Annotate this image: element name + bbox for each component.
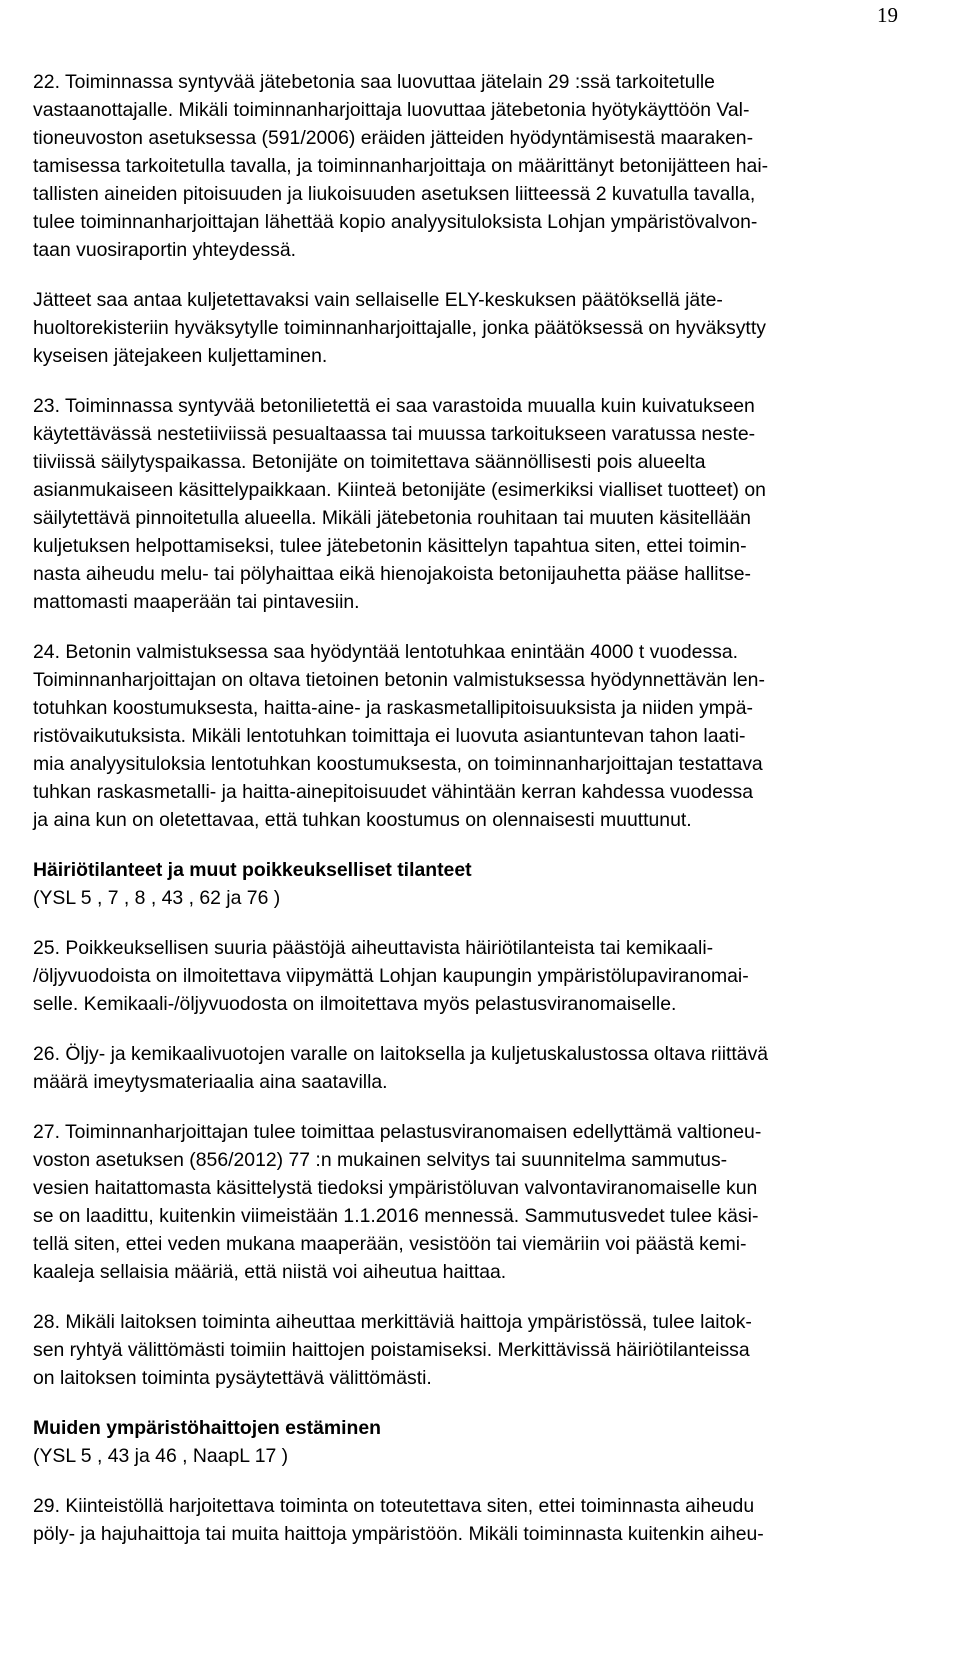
text-line: mattomasti maaperään tai pintavesiin.: [33, 591, 360, 613]
text-line: 24. Betonin valmistuksessa saa hyödyntää lentotuhkaa enintään 4000 t vuodessa.: [33, 641, 739, 663]
text-line: tulee toiminnanharjoittajan lähettää kopio analyysituloksista Lohjan ympäristövalvon-: [33, 211, 758, 233]
paragraph-p25: [33, 934, 913, 1018]
text-line: huoltorekisteriin hyväksytylle toiminnanharjoittajalle, jonka päätöksessä on hyväksytty: [33, 317, 766, 339]
text-line: 26. Öljy- ja kemikaalivuotojen varalle on laitoksella ja kuljetuskalustossa oltava riittävä: [33, 1043, 769, 1065]
page-number: 19: [877, 3, 898, 27]
text-line: taan vuosiraportin yhteydessä.: [33, 239, 297, 261]
text-line: määrä imeytysmateriaalia aina saatavilla.: [33, 1071, 388, 1093]
paragraph-p-jatteet: [33, 286, 913, 370]
text-line: Jätteet saa antaa kuljetettavaksi vain sellaiselle ELY-keskuksen päätöksellä jäte-: [33, 289, 723, 311]
text-line: on laitoksen toiminta pysäytettävä välittömästi.: [33, 1367, 432, 1389]
text-line: käytettävässä nestetiiviissä pesualtaassa tai muussa tarkoitukseen varatussa neste-: [33, 423, 756, 445]
paragraph-p29: [33, 1492, 913, 1548]
text-line: pöly- ja hajuhaittoja tai muita haittoja ympäristöön. Mikäli toiminnasta kuitenkin aiheu-: [33, 1523, 764, 1545]
paragraph-p28: [33, 1308, 913, 1392]
text-line: kuljetuksen helpottamiseksi, tulee jätebetonin käsittelyn tapahtua siten, ettei toimin-: [33, 535, 747, 557]
text-line: sen ryhtyä välittömästi toimiin haittojen poistamiseksi. Merkittävissä häiriötilanteissa: [33, 1339, 750, 1361]
text-line: vesien haitattomasta käsittelystä tiedoksi ympäristöluvan valvontaviranomaiselle kun: [33, 1177, 758, 1199]
text-line: tiiviissä säilytyspaikassa. Betonijäte on toimitettava säännöllisesti pois alueelta: [33, 451, 706, 473]
text-line: 27. Toiminnanharjoittajan tulee toimittaa pelastusviranomaisen edellyttämä valtioneu-: [33, 1121, 762, 1143]
text-line: asianmukaiseen käsittelypaikkaan. Kiinteä betonijäte (esimerkiksi vialliset tuotteet) on: [33, 479, 766, 501]
text-line: tioneuvoston asetuksessa (591/2006) eräiden jätteiden hyödyntämisestä maaraken-: [33, 127, 754, 149]
text-line: Toiminnanharjoittajan on oltava tietoinen betonin valmistuksessa hyödynnettävän len-: [33, 669, 765, 691]
section-title: Muiden ympäristöhaittojen estäminen: [33, 1417, 382, 1439]
section-legal-reference: (YSL 5 , 7 , 8 , 43 , 62 ja 76 ): [33, 887, 281, 909]
text-line: vastaanottajalle. Mikäli toiminnanharjoittaja luovuttaa jätebetonia hyötykäyttöön Val-: [33, 99, 750, 121]
text-line: se on laadittu, kuitenkin viimeistään 1.1.2016 mennessä. Sammutusvedet tulee käsi-: [33, 1205, 759, 1227]
text-line: tuhkan raskasmetalli- ja haitta-ainepitoisuudet vähintään kerran kahdessa vuodessa: [33, 781, 754, 803]
text-line: mia analyysituloksia lentotuhkan koostumuksesta, on toiminnanharjoittajan testattava: [33, 753, 763, 775]
text-line: kaaleja sellaisia määriä, että niistä voi aiheutua haittaa.: [33, 1261, 507, 1283]
text-line: 29. Kiinteistöllä harjoitettava toiminta on toteutettava siten, ettei toiminnasta aiheudu: [33, 1495, 755, 1517]
text-line: 23. Toiminnassa syntyvää betonilietettä ei saa varastoida muualla kuin kuivatukseen: [33, 395, 755, 417]
paragraph-p23: [33, 392, 913, 616]
text-line: säilytettävä pinnoitetulla alueella. Mikäli jätebetonia rouhitaan tai muuten käsitellään: [33, 507, 751, 529]
paragraph-p22: [33, 68, 913, 264]
section-title: Häiriötilanteet ja muut poikkeukselliset tilanteet: [33, 859, 472, 881]
text-line: 28. Mikäli laitoksen toiminta aiheuttaa merkittäviä haittoja ympäristössä, tulee laitok-: [33, 1311, 752, 1333]
text-line: nasta aiheudu melu- tai pölyhaittaa eikä hienojakoista betonijauhetta pääse hallitse-: [33, 563, 751, 585]
text-line: ristövaikutuksista. Mikäli lentotuhkan toimittaja ei luovuta asiantuntevan tahon laati-: [33, 725, 746, 747]
document-body: [33, 68, 913, 1570]
text-line: 22. Toiminnassa syntyvää jätebetonia saa luovuttaa jätelain 29 :ssä tarkoitetulle: [33, 71, 715, 93]
text-line: ja aina kun on oletettavaa, että tuhkan koostumus on olennaisesti muuttunut.: [33, 809, 692, 831]
section-heading-h-muiden: [33, 1414, 913, 1470]
text-line: kyseisen jätejakeen kuljettaminen.: [33, 345, 328, 367]
text-line: tallisten aineiden pitoisuuden ja liukoisuuden asetuksen liitteessä 2 kuvatulla tavalla,: [33, 183, 756, 205]
text-line: tellä siten, ettei veden mukana maaperään, vesistöön tai viemäriin voi päästä kemi-: [33, 1233, 747, 1255]
paragraph-p24: [33, 638, 913, 834]
section-heading-h-hairio: [33, 856, 913, 912]
section-legal-reference: (YSL 5 , 43 ja 46 , NaapL 17 ): [33, 1445, 289, 1467]
text-line: tamisessa tarkoitetulla tavalla, ja toiminnanharjoittaja on määrittänyt betonijätteen hai-: [33, 155, 769, 177]
text-line: selle. Kemikaali-/öljyvuodosta on ilmoitettava myös pelastusviranomaiselle.: [33, 993, 677, 1015]
paragraph-p26: [33, 1040, 913, 1096]
text-line: voston asetuksen (856/2012) 77 :n mukainen selvitys tai suunnitelma sammutus-: [33, 1149, 728, 1171]
text-line: /öljyvuodoista on ilmoitettava viipymättä Lohjan kaupungin ympäristölupaviranomai-: [33, 965, 749, 987]
text-line: totuhkan koostumuksesta, haitta-aine- ja raskasmetallipitoisuuksista ja niiden ympä-: [33, 697, 753, 719]
text-line: 25. Poikkeuksellisen suuria päästöjä aiheuttavista häiriötilanteista tai kemikaali-: [33, 937, 714, 959]
paragraph-p27: [33, 1118, 913, 1286]
